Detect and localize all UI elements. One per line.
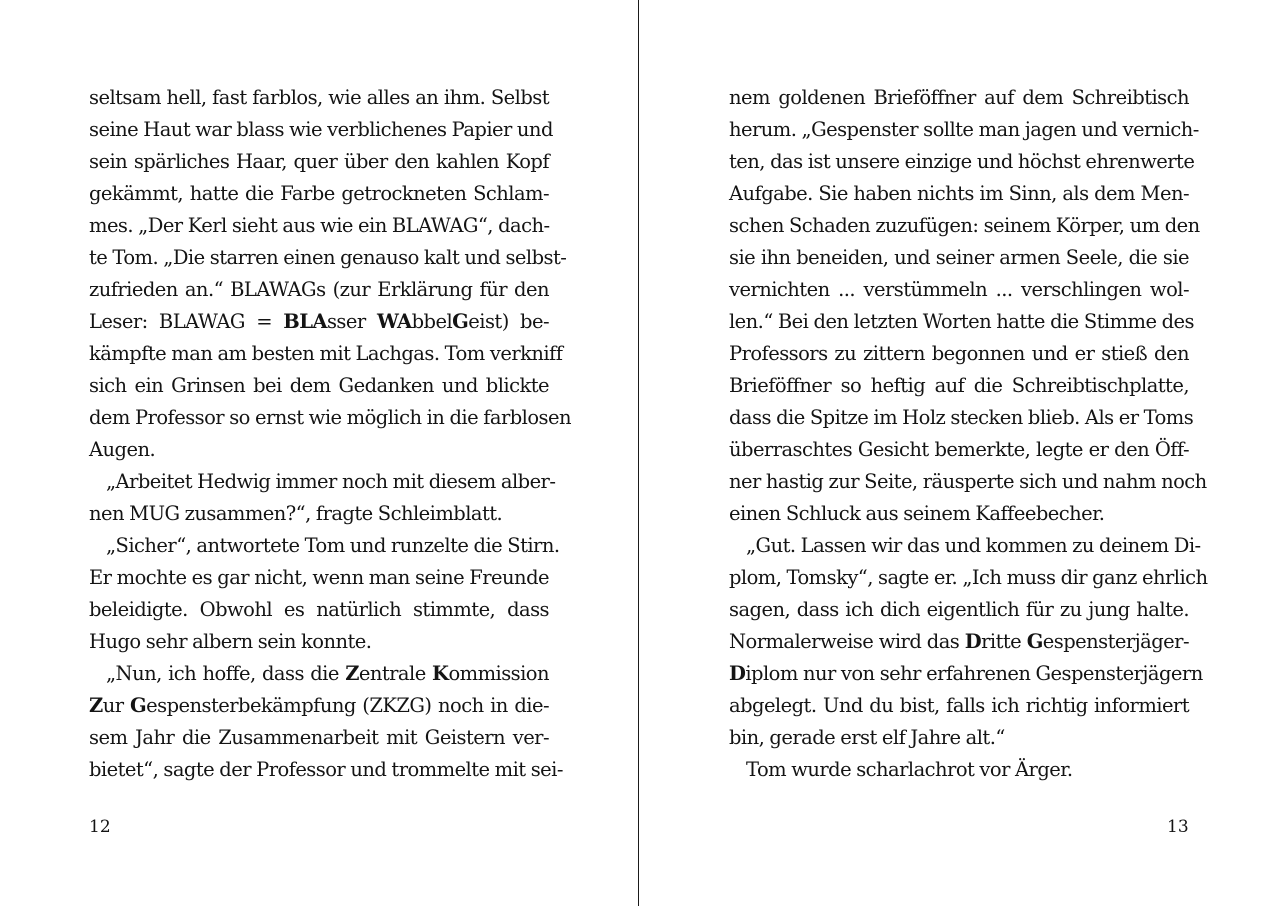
- text-line: Tom wurde scharlachrot vor Ärger.: [746, 758, 1073, 781]
- bold-initial: Z: [89, 694, 103, 717]
- page-number-right: 13: [1167, 817, 1189, 837]
- bold-initial: G: [452, 310, 469, 333]
- text-line: Hugo sehr albern sein konnte.: [89, 630, 372, 653]
- bold-initial: A: [312, 310, 327, 333]
- text-line-dgd-2: Diplom nur von sehr erfahrenen Gespensterjägern: [729, 662, 1203, 685]
- text-line: sich ein Grinsen bei dem Gedanken und blickte: [89, 374, 549, 397]
- text-line: „Arbeitet Hedwig immer noch mit diesem alber-: [106, 470, 556, 493]
- text-line-blawag: Leser: BLAWAG = BLAsser WAbbelGeist) be-: [89, 310, 550, 333]
- bold-initial: G: [130, 694, 147, 717]
- text-line: „Gut. Lassen wir das und kommen zu deinem Di-: [746, 534, 1201, 557]
- right-page: [729, 82, 1208, 786]
- text-line: ten, das ist unsere einzige und höchst ehrenwerte: [729, 150, 1195, 173]
- text-line: Aufgabe. Sie haben nichts im Sinn, als dem Men-: [729, 182, 1189, 205]
- text-line: schen Schaden zuzufügen: seinem Körper, um den: [729, 214, 1200, 237]
- text-line: len.“ Bei den letzten Worten hatte die Stimme des: [729, 310, 1195, 333]
- text-line: beleidigte. Obwohl es natürlich stimmte, dass: [89, 598, 549, 621]
- text-line: vernichten ... verstümmeln ... verschlingen wol-: [729, 278, 1189, 301]
- text-line: kämpfte man am besten mit Lachgas. Tom verkniff: [89, 342, 563, 365]
- text-line: dem Professor so ernst wie möglich in die farblosen: [89, 406, 571, 429]
- text-line: „Sicher“, antwortete Tom und runzelte die Stirn.: [106, 534, 560, 557]
- text-line: seine Haut war blass wie verblichenes Papier und: [89, 118, 553, 141]
- bold-initial: D: [729, 662, 746, 685]
- text-line: sein spärliches Haar, quer über den kahlen Kopf: [89, 150, 549, 173]
- text-line: sem Jahr die Zusammenarbeit mit Geistern ver-: [89, 726, 549, 749]
- text-line: Professors zu zittern begonnen und er stieß den: [729, 342, 1189, 365]
- text-line: einen Schluck aus seinem Kaffeebecher.: [729, 502, 1105, 525]
- text-line: nen MUG zusammen?“, fragte Schleimblatt.: [89, 502, 503, 525]
- text-line: Brieföffner so heftig auf die Schreibtischplatte,: [729, 374, 1189, 397]
- bold-initial: D: [964, 630, 982, 653]
- text-line: gekämmt, hatte die Farbe getrockneten Schlam-: [89, 182, 549, 205]
- left-page: [89, 82, 571, 786]
- text-line: abgelegt. Und du bist, falls ich richtig informiert: [729, 694, 1189, 717]
- text-line: sagen, dass ich dich eigentlich für zu jung halte.: [729, 598, 1189, 621]
- page-gutter: [638, 0, 639, 906]
- text-line: plom, Tomsky“, sagte er. „Ich muss dir ganz ehrlich: [729, 566, 1208, 589]
- text-line: Augen.: [89, 438, 156, 461]
- text-line: ner hastig zur Seite, räusperte sich und nahm noch: [729, 470, 1207, 493]
- text-line-zkzg-2: Zur Gespensterbekämpfung (ZKZG) noch in die-: [89, 694, 549, 717]
- text-line-dgd-1: Normalerweise wird das Dritte Gespensterjäger-: [729, 630, 1189, 653]
- text-line: te Tom. „Die starren einen genauso kalt und selbst-: [89, 246, 567, 269]
- text-line: herum. „Gespenster sollte man jagen und vernich-: [729, 118, 1199, 141]
- bold-initial: Z: [345, 662, 359, 685]
- text-line: nem goldenen Brieföffner auf dem Schreibtisch: [729, 86, 1189, 109]
- text-line: überraschtes Gesicht bemerkte, legte er den Öff-: [729, 438, 1189, 461]
- bold-initial: K: [432, 662, 449, 685]
- text-line: sie ihn beneiden, und seiner armen Seele, die sie: [729, 246, 1189, 269]
- bold-initial: G: [1026, 630, 1043, 653]
- text-line: bin, gerade erst elf Jahre alt.“: [729, 726, 1005, 749]
- text-line: zufrieden an.“ BLAWAGs (zur Erklärung für den: [89, 278, 549, 301]
- text-line-zkzg-1: „Nun, ich hoffe, dass die Zentrale Kommission: [106, 662, 549, 685]
- text-line: bietet“, sagte der Professor und trommelte mit sei-: [89, 758, 563, 781]
- page-number-left: 12: [89, 817, 111, 837]
- bold-initial: WA: [376, 310, 412, 333]
- text-line: Er mochte es gar nicht, wenn man seine Freunde: [89, 566, 549, 589]
- text-line: seltsam hell, fast farblos, wie alles an ihm. Selbst: [89, 86, 549, 109]
- text-line: mes. „Der Kerl sieht aus wie ein BLAWAG“, dach-: [89, 214, 550, 237]
- bold-initial: BL: [283, 310, 313, 333]
- text-line: dass die Spitze im Holz stecken blieb. Als er Toms: [729, 406, 1194, 429]
